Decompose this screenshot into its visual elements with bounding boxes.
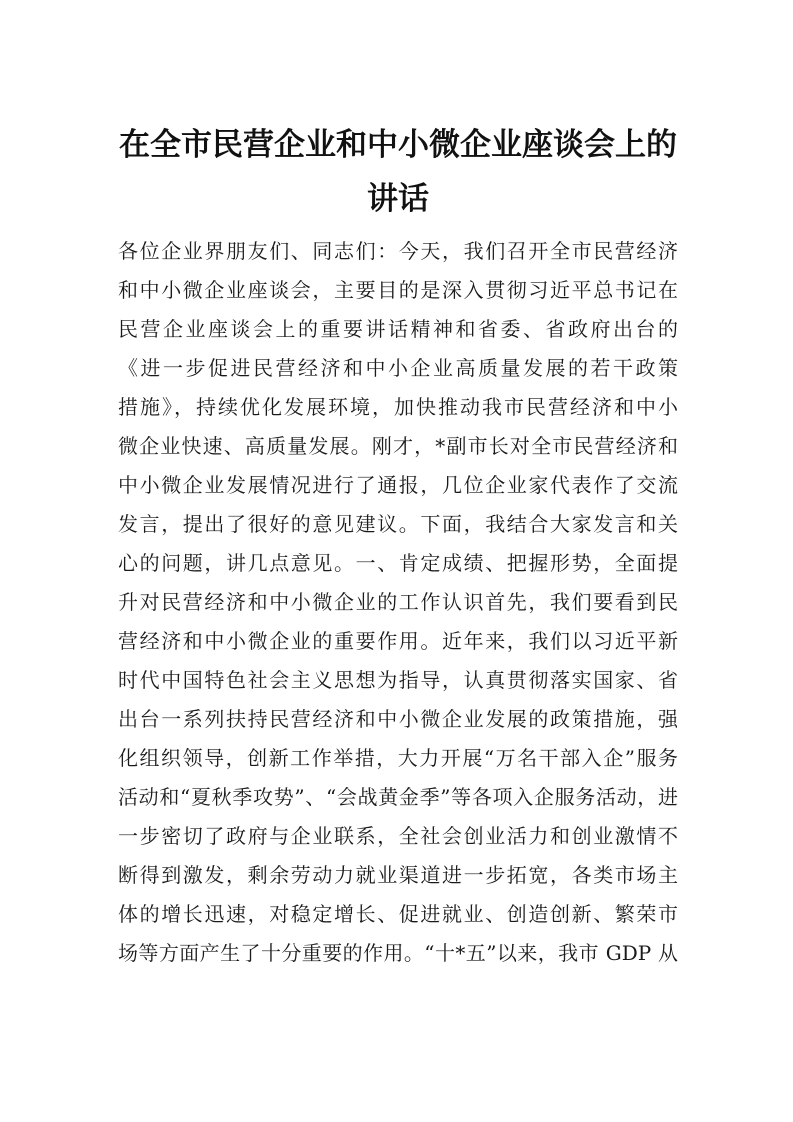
title-line-1: 在全市民营企业和中小微企业座谈会上的 — [119, 127, 677, 163]
body-line-10: 升对民营经济和中小微企业的工作认识首先，我们要看到民 — [118, 590, 678, 614]
document-body — [118, 232, 678, 973]
body-line-1: 各位企业界朋友们、同志们：今天，我们召开全市民营经济 — [118, 239, 678, 263]
body-line-9: 心的问题，讲几点意见。一、肯定成绩、把握形势，全面提 — [118, 551, 678, 575]
body-line-15: 活动和“夏秋季攻势”、“会战黄金季”等各项入企服务活动，进 — [118, 785, 678, 809]
document-title — [118, 118, 678, 226]
body-line-13: 出台一系列扶持民营经济和中小微企业发展的政策措施，强 — [118, 707, 678, 731]
body-line-19: 场等方面产生了十分重要的作用。“十*五”以来，我市 GDP 从 — [118, 941, 678, 965]
body-line-11: 营经济和中小微企业的重要作用。近年来，我们以习近平新 — [118, 629, 678, 653]
body-line-7: 中小微企业发展情况进行了通报，几位企业家代表作了交流 — [118, 473, 678, 497]
body-line-3: 民营企业座谈会上的重要讲话精神和省委、省政府出台的 — [118, 317, 678, 341]
body-line-14: 化组织领导，创新工作举措，大力开展“万名干部入企”服务 — [118, 746, 678, 770]
body-line-18: 体的增长迅速，对稳定增长、促进就业、创造创新、繁荣市 — [118, 902, 678, 926]
body-line-17: 断得到激发，剩余劳动力就业渠道进一步拓宽，各类市场主 — [118, 863, 678, 887]
body-line-2: 和中小微企业座谈会，主要目的是深入贯彻习近平总书记在 — [118, 278, 678, 302]
title-line-2: 讲话 — [367, 181, 429, 217]
body-line-5: 措施》，持续优化发展环境，加快推动我市民营经济和中小 — [118, 395, 678, 419]
body-line-4: 《进一步促进民营经济和中小企业高质量发展的若干政策 — [118, 356, 678, 380]
body-line-16: 一步密切了政府与企业联系，全社会创业活力和创业激情不 — [118, 824, 678, 848]
body-line-12: 时代中国特色社会主义思想为指导，认真贯彻落实国家、省 — [118, 668, 678, 692]
body-line-8: 发言，提出了很好的意见建议。下面，我结合大家发言和关 — [118, 512, 678, 536]
body-line-6: 微企业快速、高质量发展。刚才，*副市长对全市民营经济和 — [118, 434, 678, 458]
